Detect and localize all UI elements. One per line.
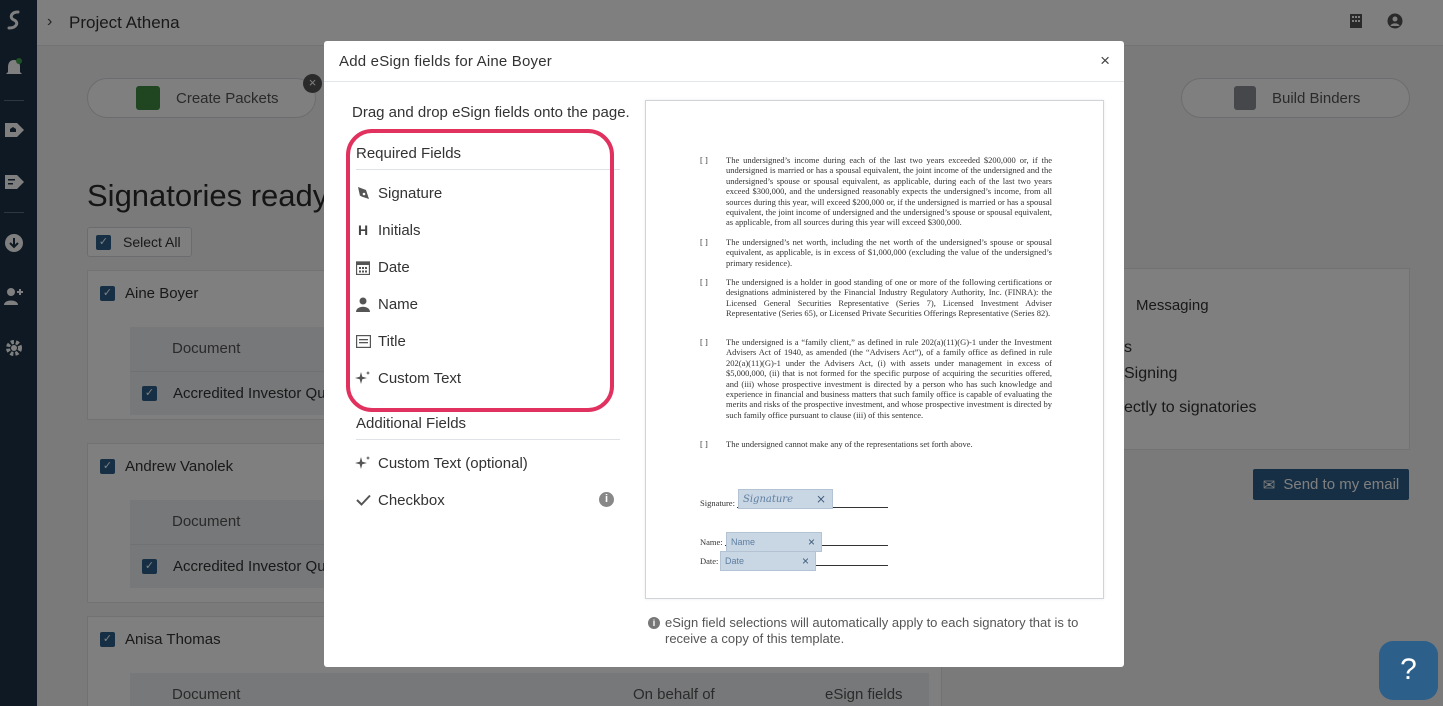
footnote-text: eSign field selections will automatically apply to each signatory that is to receive a copy of this template. [665, 615, 1079, 646]
placed-field-label: Date [725, 556, 745, 566]
name-field[interactable] [354, 293, 418, 315]
checkbox-bracket: [ ] [700, 439, 708, 449]
additional-fields-header: Additional Fields [356, 415, 620, 440]
modal-title: Add eSign fields for Aine Boyer [339, 53, 552, 70]
checkbox-bracket: [ ] [700, 237, 708, 247]
custom-text-optional-field[interactable] [354, 452, 528, 474]
signature-field[interactable] [354, 182, 442, 204]
checkbox-field[interactable] [354, 489, 445, 511]
sparkle-icon [354, 370, 372, 386]
paragraph-text: The undersigned cannot make any of the representations set forth above. [726, 439, 973, 449]
close-icon[interactable]: × [1100, 51, 1110, 70]
doc-paragraph [700, 155, 1052, 228]
placed-name-field[interactable] [726, 532, 822, 552]
drag-instruction: Drag and drop eSign fields onto the page. [352, 104, 630, 121]
id-card-icon [354, 335, 372, 348]
doc-paragraph [700, 337, 1052, 420]
name-line-label: Name: [700, 537, 723, 547]
placed-field-label: Name [731, 537, 756, 547]
checkbox-bracket: [ ] [700, 155, 708, 165]
pen-nib-icon [354, 186, 372, 201]
field-label: Custom Text (optional) [378, 454, 528, 472]
help-button[interactable]: ? [1379, 641, 1438, 700]
doc-paragraph [700, 277, 1052, 319]
field-label: Title [378, 332, 406, 350]
placed-signature-field[interactable] [738, 489, 833, 509]
field-label: Initials [378, 221, 421, 239]
paragraph-text: The undersigned’s income during each of the last two years exceeded $200,000 or, if the undersigned is married or has a spousal equivalent, the joint income of the undersigned and the undersigned’s spouse or spousal equivalent, as applicable, during each of the last two years exceed $300,000, and the undersigned reasonably expects the undersigned’s income, from all sources during this year, will exceed $200,000 or, if the undersigned is married or has a spousal equivalent, the joint income of undersigned and the undersigned’s spouse or spousal equivalent, as applicable, from all sources during this year will exceed $300,000. [726, 155, 1052, 228]
info-icon[interactable]: i [599, 492, 614, 507]
title-field[interactable] [354, 330, 406, 352]
placed-field-label: Signature [743, 493, 794, 505]
sparkle-icon [354, 455, 372, 471]
person-icon [354, 297, 372, 312]
field-label: Date [378, 258, 410, 276]
paragraph-text: The undersigned is a “family client,” as defined in rule 202(a)(11)(G)-1 under the Investment Advisers Act of 1940, as amended (the “Advisers Act”), of a family office as defined in rule 202(a)(11)(G)-1 under the Advisers Act, (i) with assets under management in excess of $5,000,000, (ii) that is not formed for the specific purpose of acquiring the securities offered, and (iii) whose prospective investment is directed by a person who has such knowledge and experience in financial and business matters that such family office is capable of evaluating the merits and risks of the prospective investment, and whose prospective investment is directed by such family office pursuant to clause (iii) of this sentence. [726, 337, 1052, 420]
field-label: Name [378, 295, 419, 313]
remove-field-icon[interactable]: × [807, 535, 815, 549]
checkbox-bracket: [ ] [700, 337, 708, 347]
doc-paragraph [700, 237, 1052, 268]
custom-text-field[interactable] [354, 367, 461, 389]
remove-field-icon[interactable]: × [801, 554, 809, 568]
field-label: Checkbox [378, 491, 445, 509]
date-field[interactable] [354, 256, 410, 278]
placed-date-field[interactable] [720, 551, 816, 571]
checkbox-bracket: [ ] [700, 277, 708, 287]
initials-field[interactable] [354, 219, 421, 241]
signature-line-label: Signature: [700, 498, 735, 508]
remove-field-icon[interactable]: × [815, 492, 826, 506]
field-label: Custom Text [378, 369, 462, 387]
check-icon [354, 494, 372, 506]
required-fields-header: Required Fields [356, 145, 620, 170]
paragraph-text: The undersigned’s net worth, including the net worth of the undersigned’s spouse or spousal equivalent, as applicable, is in excess of $1,000,000 (excluding the value of the undersigned’s primary residence). [726, 237, 1052, 268]
footnote [648, 615, 1088, 647]
initials-h-icon: H [357, 222, 369, 238]
field-label: Signature [378, 184, 443, 202]
modal-header [324, 41, 1124, 82]
document-preview[interactable] [645, 100, 1104, 599]
date-line-label: Date: [700, 556, 719, 566]
info-icon: i [648, 617, 660, 629]
paragraph-text: The undersigned is a holder in good standing of one or more of the following certifications or designations administered by the Financial Industry Regulatory Authority, Inc. (FINRA): the Licensed General Securities Representative (Series 7), Licensed Investment Adviser Representative (Series 65), or Licensed Private Securities Offerings Representative (Series 82). [726, 277, 1052, 319]
doc-paragraph [700, 439, 1052, 449]
calendar-icon [354, 260, 372, 275]
esign-fields-modal [324, 41, 1124, 667]
